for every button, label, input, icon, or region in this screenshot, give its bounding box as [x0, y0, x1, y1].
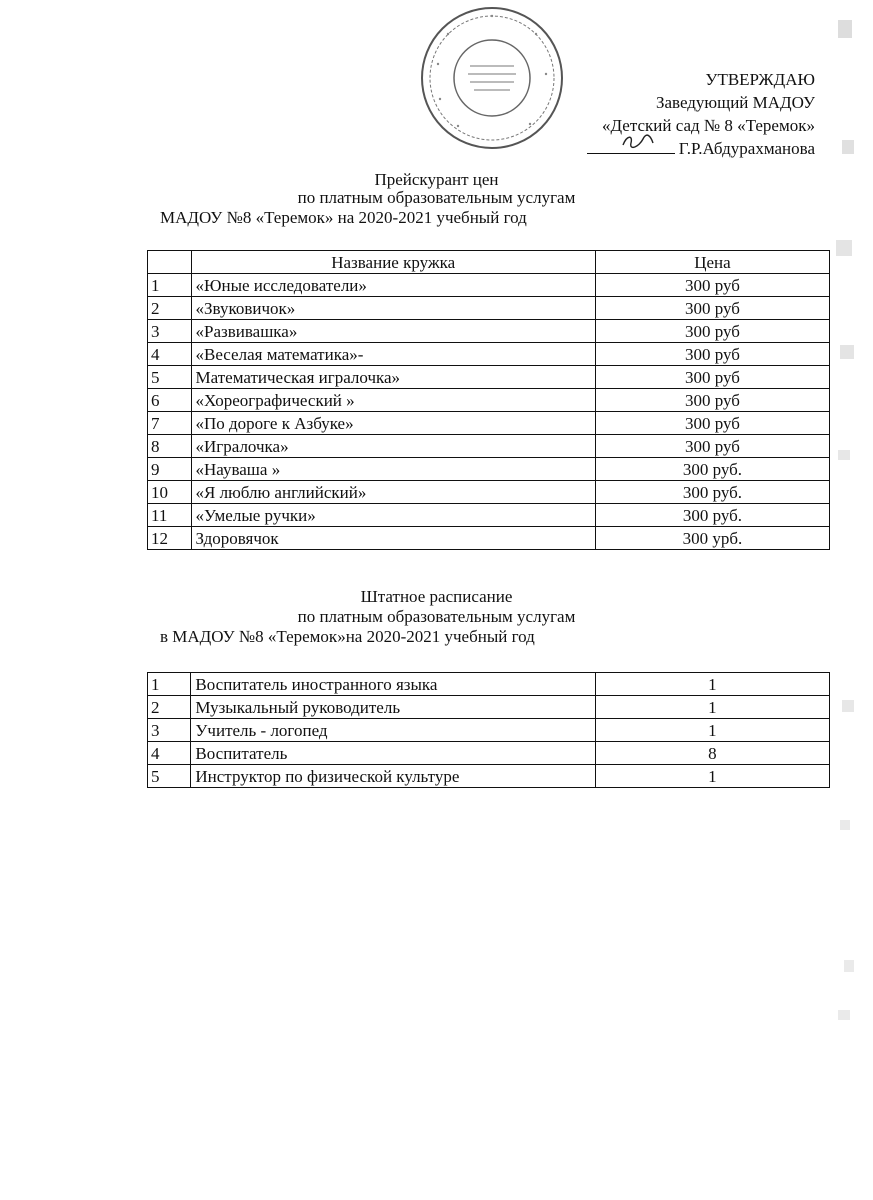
table-row: [148, 719, 830, 742]
row-price: 300 руб: [595, 435, 829, 458]
price-list-org-year: МАДОУ №8 «Теремок» на 2020-2021 учебный год: [160, 208, 527, 227]
price-table: [147, 250, 830, 550]
row-name: Здоровячок: [191, 527, 595, 550]
row-price: 300 руб: [595, 343, 829, 366]
table-row: [148, 412, 830, 435]
staff-schedule-org-year: в МАДОУ №8 «Теремок»на 2020-2021 учебный год: [160, 627, 535, 646]
row-name: «Юные исследователи»: [191, 274, 595, 297]
table-row: [148, 366, 830, 389]
row-name: «По дороге к Азбуке»: [191, 412, 595, 435]
table-row: [148, 765, 830, 788]
row-num: 2: [148, 297, 192, 320]
row-price: 300 руб.: [595, 504, 829, 527]
signature-line: [587, 137, 675, 154]
row-count: 1: [595, 673, 829, 696]
row-price: 300 руб: [595, 412, 829, 435]
table-row: [148, 343, 830, 366]
staff-schedule-subtitle: по платным образовательным услугам: [297, 607, 576, 626]
row-num: 10: [148, 481, 192, 504]
approver-organization: «Детский сад № 8 «Теремок»: [602, 116, 815, 135]
row-num: 7: [148, 412, 192, 435]
row-count: 1: [595, 719, 829, 742]
row-name: «Игралочка»: [191, 435, 595, 458]
header-num: [148, 251, 192, 274]
row-num: 8: [148, 435, 192, 458]
approval-block: [485, 68, 815, 160]
row-position: Музыкальный руководитель: [191, 696, 595, 719]
row-name: «Веселая математика»-: [191, 343, 595, 366]
approval-heading: УТВЕРЖДАЮ: [705, 70, 815, 89]
row-num: 5: [148, 366, 192, 389]
row-name: Математическая игралочка»: [191, 366, 595, 389]
row-num: 11: [148, 504, 192, 527]
table-row: [148, 696, 830, 719]
row-num: 4: [148, 742, 191, 765]
row-name: «Умелые ручки»: [191, 504, 595, 527]
row-name: «Науваша »: [191, 458, 595, 481]
row-price: 300 руб: [595, 320, 829, 343]
signature-line-row: [485, 137, 815, 160]
row-count: 1: [595, 765, 829, 788]
table-row: [148, 673, 830, 696]
table-row: [148, 435, 830, 458]
header-name: Название кружка: [191, 251, 595, 274]
row-price: 300 руб.: [595, 481, 829, 504]
row-position: Воспитатель иностранного языка: [191, 673, 595, 696]
row-num: 3: [148, 320, 192, 343]
row-price: 300 руб.: [595, 458, 829, 481]
row-price: 300 урб.: [595, 527, 829, 550]
signature: [621, 131, 655, 151]
staff-schedule-title: Штатное расписание: [360, 587, 513, 606]
table-row: [148, 297, 830, 320]
table-row: [148, 274, 830, 297]
row-name: «Развивашка»: [191, 320, 595, 343]
table-row: [148, 320, 830, 343]
row-num: 5: [148, 765, 191, 788]
row-price: 300 руб: [595, 366, 829, 389]
row-num: 2: [148, 696, 191, 719]
approver-position: Заведующий МАДОУ: [655, 93, 815, 112]
row-num: 6: [148, 389, 192, 412]
row-num: 1: [148, 673, 191, 696]
row-name: «Хореографический »: [191, 389, 595, 412]
header-price: Цена: [595, 251, 829, 274]
price-table-header: [148, 251, 830, 274]
row-name: «Звуковичок»: [191, 297, 595, 320]
row-position: Учитель - логопед: [191, 719, 595, 742]
price-list-subtitle: по платным образовательным услугам: [297, 188, 576, 207]
row-price: 300 руб: [595, 274, 829, 297]
row-price: 300 руб: [595, 297, 829, 320]
row-price: 300 руб: [595, 389, 829, 412]
row-num: 3: [148, 719, 191, 742]
table-row: [148, 389, 830, 412]
row-num: 1: [148, 274, 192, 297]
row-count: 8: [595, 742, 829, 765]
row-count: 1: [595, 696, 829, 719]
row-position: Воспитатель: [191, 742, 595, 765]
table-row: [148, 458, 830, 481]
scan-noise: [832, 0, 872, 1200]
table-row: [148, 527, 830, 550]
staff-table: [147, 672, 830, 788]
table-row: [148, 504, 830, 527]
approver-name: Г.Р.Абдурахманова: [678, 139, 815, 158]
table-row: [148, 481, 830, 504]
row-name: «Я люблю английский»: [191, 481, 595, 504]
row-num: 4: [148, 343, 192, 366]
price-list-title: Прейскурант цен: [374, 170, 499, 189]
table-row: [148, 742, 830, 765]
row-num: 9: [148, 458, 192, 481]
row-num: 12: [148, 527, 192, 550]
row-position: Инструктор по физической культуре: [191, 765, 595, 788]
